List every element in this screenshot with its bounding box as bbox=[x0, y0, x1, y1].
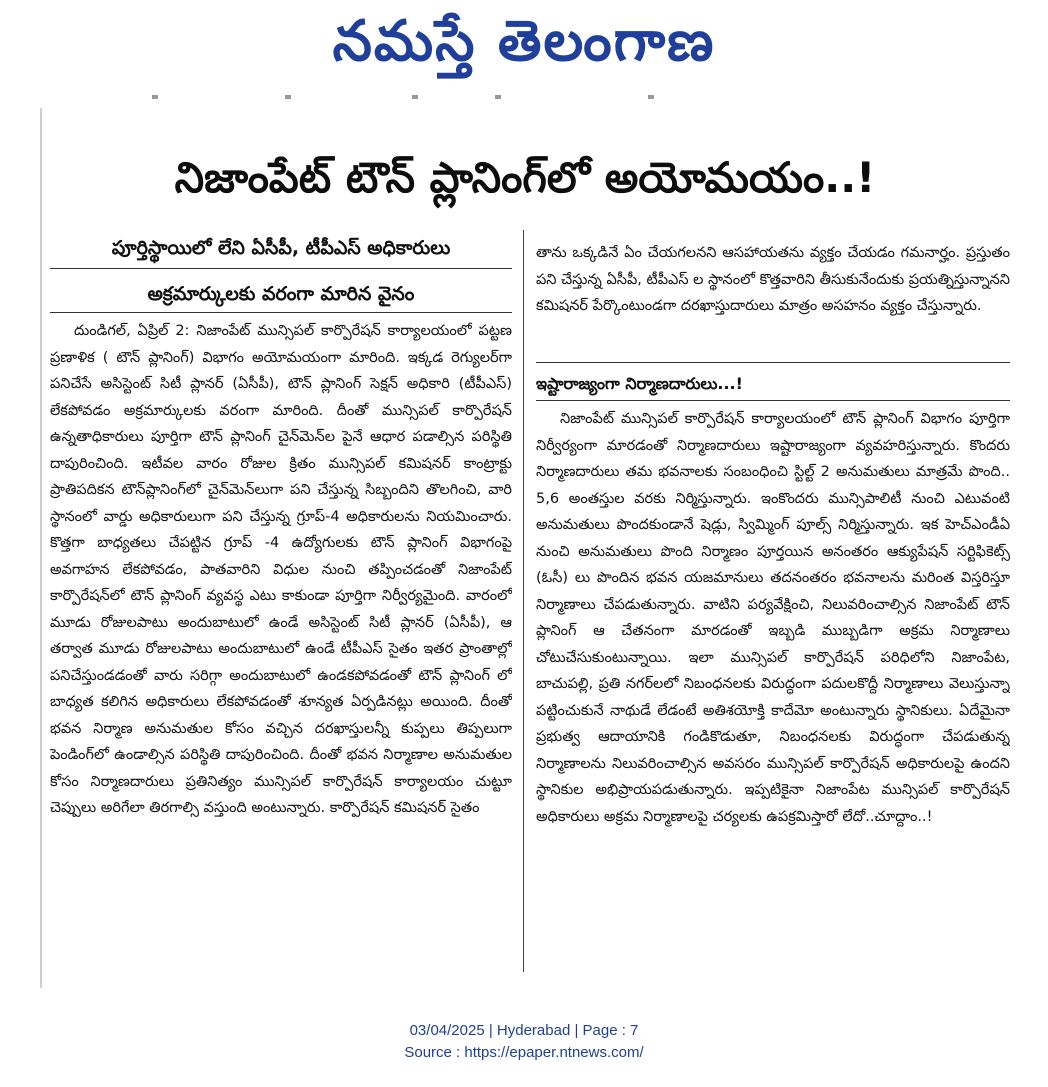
footer bbox=[0, 1020, 1048, 1070]
article-subhead-2: అక్రమార్కులకు వరంగా మారిన వైనం bbox=[147, 283, 415, 305]
article-body-right-bottom: నిజాంపేట్ మున్సిపల్ కార్పొరేషన్ కార్యాలయంలో టౌన్ ప్లానింగ్ విభాగం పూర్తిగా నిర్వీర్యంగా మారడంతో నిర్మాణదారులు ఇష్టారాజ్యంగా వ్యవహరిస్తున్నారు. కొందరు నిర్మాణదారులు తమ భవనాలకు సంబంధించి స్టిల్ట్ 2 అనుమతులు మాత్రమే పొంది.. 5,6 అంతస్తుల వరకు నిర్మిస్తున్నారు. ఇంకొందరు మున్సిపాలిటీ నుంచి ఎటువంటి అనుమతులు పొందకుండానే షెడ్లు, స్విమ్మింగ్ పూల్స్ నిర్మిస్తున్నారు. ఇక హెచ్ఎండీఏ నుంచి అనుమతులు పొంది నిర్మాణం పూర్తయిన అనంతరం ఆక్యుపేషన్ సర్టిఫికెట్స్ (ఓసీ) లు పొందిన భవన యజమానులు తదనంతరం భవనాలను మరింత విస్తరిస్తూ నిర్మాణాలు చేపడుతున్నారు. వాటిని పర్యవేక్షించి, నిలువరించాల్సిన నిజాంపేట్ టౌన్ ప్లానింగ్ ఆ చేతనంగా మారడంతో ఇబ్బడి ముబ్బడిగా అక్రమ నిర్మాణాలు చోటుచేసుకుంటున్నాయి. ఇలా మున్సిపల్ కార్పొరేషన్ పరిధిలోని నిజాంపేట, బాచుపల్లి, ప్రతి నగర్‌లలో నిబంధనలకు విరుద్ధంగా పదులకొద్దీ నిర్మాణాలు వెలుస్తున్నా పట్టించుకునే నాథుడే లేడంటే అతిశయోక్తి కాదేమో అంటున్నారు స్థానికులు. ఏదేమైనా ప్రభుత్వ ఆదాయానికి గండికొడుతూ, నిబంధనలకు విరుద్ధంగా చేపడుతున్న నిర్మాణాలను నిలువరించాల్సిన అవసరం మున్సిపల్ కార్పొరేషన్ అధికారులపై ఉందని స్థానికుల అభిప్రాయపడుతున్నారు. ఇప్పటికైనా నిజాంపేట మున్సిపల్ కార్పొరేషన్ అధికారులు అక్రమ నిర్మాణాలపై చర్యలకు ఉపక్రమిస్తారో లేదో..చూద్దాం..! bbox=[536, 411, 1010, 825]
section-divider bbox=[536, 400, 1010, 401]
section-subhead: ఇష్టారాజ్యంగా నిర్మాణదారులు...! bbox=[536, 374, 743, 393]
article-headline: నిజాంపేట్ టౌన్ ప్లానింగ్‌లో అయోమయం..! bbox=[174, 153, 876, 202]
article-body-left: దుండిగల్, ఏప్రిల్ 2: నిజాంపేట్ మున్సిపల్ కార్పొరేషన్ కార్యాలయంలో పట్టణ ప్రణాళిక ( టౌన్ ప్లానింగ్) విభాగం అయోమయంగా మారింది. ఇక్కడ రెగ్యులర్‌గా పనిచేసే అసిస్టెంట్ సిటీ ప్లానర్ (ఏసీపీ), టౌన్ ప్లానింగ్ సెక్షన్ అధికారి (టీపీఎస్) లేకపోవడం అక్రమార్కులకు వరంగా మారింది. దీంతో మున్సిపల్ కార్పొరేషన్ ఉన్నతాధికారులు పూర్తిగా టౌన్ ప్లానింగ్ చైన్‌మెన్‌ల పైనే ఆధార పడాల్సిన పరిస్థితి దాపురించింది. ఇటీవల వారం రోజుల క్రితం మున్సిపల్ కమిషనర్ కాంట్రాక్టు ప్రాతిపదికన టౌన్‌ప్లానింగ్‌లో చైన్‌మెన్‌లుగా పని చేస్తున్న సిబ్బందిని తొలగించి, వారి స్థానంలో వార్డు అధికారులుగా పని చేస్తున్న గ్రూప్-4 అధికారులను నియమించారు. కొత్తగా బాధ్యతలు చేపట్టిన గ్రూప్ -4 ఉద్యోగులకు టౌన్ ప్లానింగ్ విభాగంపై అవగాహన లేకపోవడం, పాతవారిని విధుల నుంచి తప్పించడంతో నిజాంపేట్ కార్పొరేషన్‌లో టౌన్ ప్లానింగ్ వ్యవస్థ ఎటు కాకుండా పూర్తిగా నిర్వీర్యమైంది. వారంలో మూడు రోజులపాటు అందుబాటులో ఉండే అసిస్టెంట్ సిటీ ప్లానర్ (ఏసీపీ), ఆ తర్వాత మూడు రోజులపాటు అందుబాటులో ఉండే టీపీఎస్ సైతం ఇతర ప్రాంతాల్లో పనిచేస్తుండడంతో వారు సరిగ్గా అందుబాటులో ఉండకపోవడంతో టౌన్ ప్లానింగ్ లో బాధ్యత కలిగిన అధికారులు లేకపోవడంతో శూన్యత ఏర్పడినట్లు అయింది. దీంతో భవన నిర్మాణ అనుమతుల కోసం వచ్చిన దరఖాస్తులన్నీ కుప్పలు తిప్పలుగా పెండింగ్‌లో ఉండాల్సిన పరిస్థితి దాపురించింది. దీంతో భవన నిర్మాణాల అనుమతుల కోసం నిర్మాణదారులు ప్రతినిత్యం మున్సిపల్ కార్పొరేషన్ కార్యాలయం చుట్టూ చెప్పులు అరిగేలా తిరగాల్సి వస్తుంది అంటున్నారు. కార్పొరేషన్ కమిషనర్ సైతం bbox=[50, 323, 512, 816]
subhead-divider bbox=[50, 312, 512, 313]
section-divider bbox=[536, 362, 1010, 363]
masthead bbox=[0, 0, 1048, 96]
footer-dateline: 03/04/2025 | Hyderabad | Page : 7 bbox=[409, 1022, 639, 1039]
subhead-divider bbox=[50, 268, 512, 269]
article-body-right-top: తాను ఒక్కడినే ఏం చేయగలనని ఆసహాయతను వ్యక్తం చేయడం గమనార్హం. ప్రస్తుతం పని చేస్తున్న ఏసీపీ, టీపీఎస్ ల స్థానంలో కొత్తవారిని తీసుకునేందుకు ప్రయత్నిస్తున్నానని కమిషనర్ పేర్కొంటుండగా దరఖాస్తుదారులు మాత్రం అసహనం వ్యక్తం చేస్తున్నారు. bbox=[536, 245, 1010, 314]
masthead-logo: నమస్తే తెలంగాణ bbox=[332, 8, 716, 74]
footer-source-link[interactable]: Source : https://epaper.ntnews.com/ bbox=[404, 1044, 644, 1061]
masthead-strip bbox=[40, 92, 1020, 106]
article-subhead-1: పూర్తిస్థాయిలో లేని ఏసీపీ, టీపీఎస్ అధికారులు bbox=[111, 237, 451, 259]
column-divider bbox=[523, 230, 524, 972]
